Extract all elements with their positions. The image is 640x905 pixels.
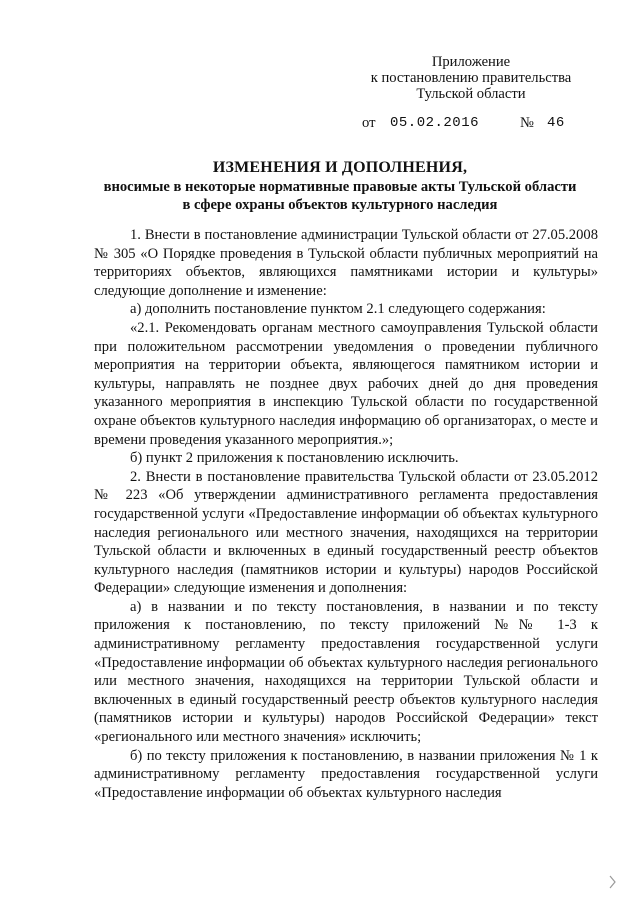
paragraph-2a: а) в названии и по тексту постановления, в названии и по тексту приложения к постановлению, по тексту приложений №№ 1-3 к административному регламенту предоставления государственной услуги «Предоставление информации об объектах культурного наследия регионального или местного значения, находящихся на территории Тульской области и включенных в единый государственный реестр объектов культурного наследия (памятников истории и культуры) народов Российской Федерации» текст «регионального или местного значения» исключить; — [94, 598, 598, 746]
appendix-line-1: Приложение — [431, 54, 511, 70]
paragraph-2: 2. Внести в постановление правительства Тульской области от 23.05.2012 № 223 «Об утверждении административного регламента предоставления государственной услуги «Предоставление информации об объектах культурного наследия регионального или местного значения, находящихся на территории Тульской области и включенных в единый государственный реестр объектов культурного наследия (памятников истории и культуры) народов Российской Федерации» следующие изменения и дополнения: — [94, 468, 598, 597]
paragraph-1: 1. Внести в постановление администрации Тульской области от 27.05.2008 № 305 «О Порядке проведения в Тульской области публичных мероприятий на территориях объектов, являющихся памятниками истории и культуры» следующие дополнение и изменение: — [94, 227, 598, 299]
date-number-line — [360, 114, 600, 134]
title-heading: ИЗМЕНЕНИЯ И ДОПОЛНЕНИЯ, — [212, 159, 468, 176]
title-subline-1: вносимые в некоторые нормативные правовые акты Тульской области — [103, 179, 577, 195]
document-number: 46 — [547, 115, 565, 131]
document-title — [90, 158, 590, 214]
paragraph-1a: а) дополнить постановление пунктом 2.1 следующего содержания: — [130, 301, 546, 318]
paragraph-2b: б) по тексту приложения к постановлению, в названии приложения № 1 к административному регламенту предоставления государственной услуги «Предоставление информации об объектах культурного наследия — [94, 747, 598, 801]
number-label: № — [520, 115, 534, 131]
paragraph-1a-quote: «2.1. Рекомендовать органам местного самоуправления Тульской области при положительном рассмотрении уведомления о проведении публичного мероприятия на территории объекта, являющегося памятником истории и культуры, направлять не позднее двух рабочих дней до дня проведения указанного мероприятия в инспекцию Тульской области по государственной охране объектов культурного наследия информацию об организаторах, о месте и времени проведения указанного мероприятия.»; — [94, 319, 598, 448]
corner-mark-icon — [606, 874, 620, 890]
appendix-header — [356, 54, 586, 102]
title-subline-2: в сфере охраны объектов культурного наследия — [182, 197, 498, 213]
date-from-label: от — [362, 115, 376, 131]
document-body — [94, 226, 598, 802]
appendix-line-3: Тульской области — [416, 86, 526, 102]
appendix-line-2: к постановлению правительства — [370, 70, 572, 86]
paragraph-1b: б) пункт 2 приложения к постановлению исключить. — [130, 450, 459, 467]
document-date: 05.02.2016 — [390, 115, 480, 131]
